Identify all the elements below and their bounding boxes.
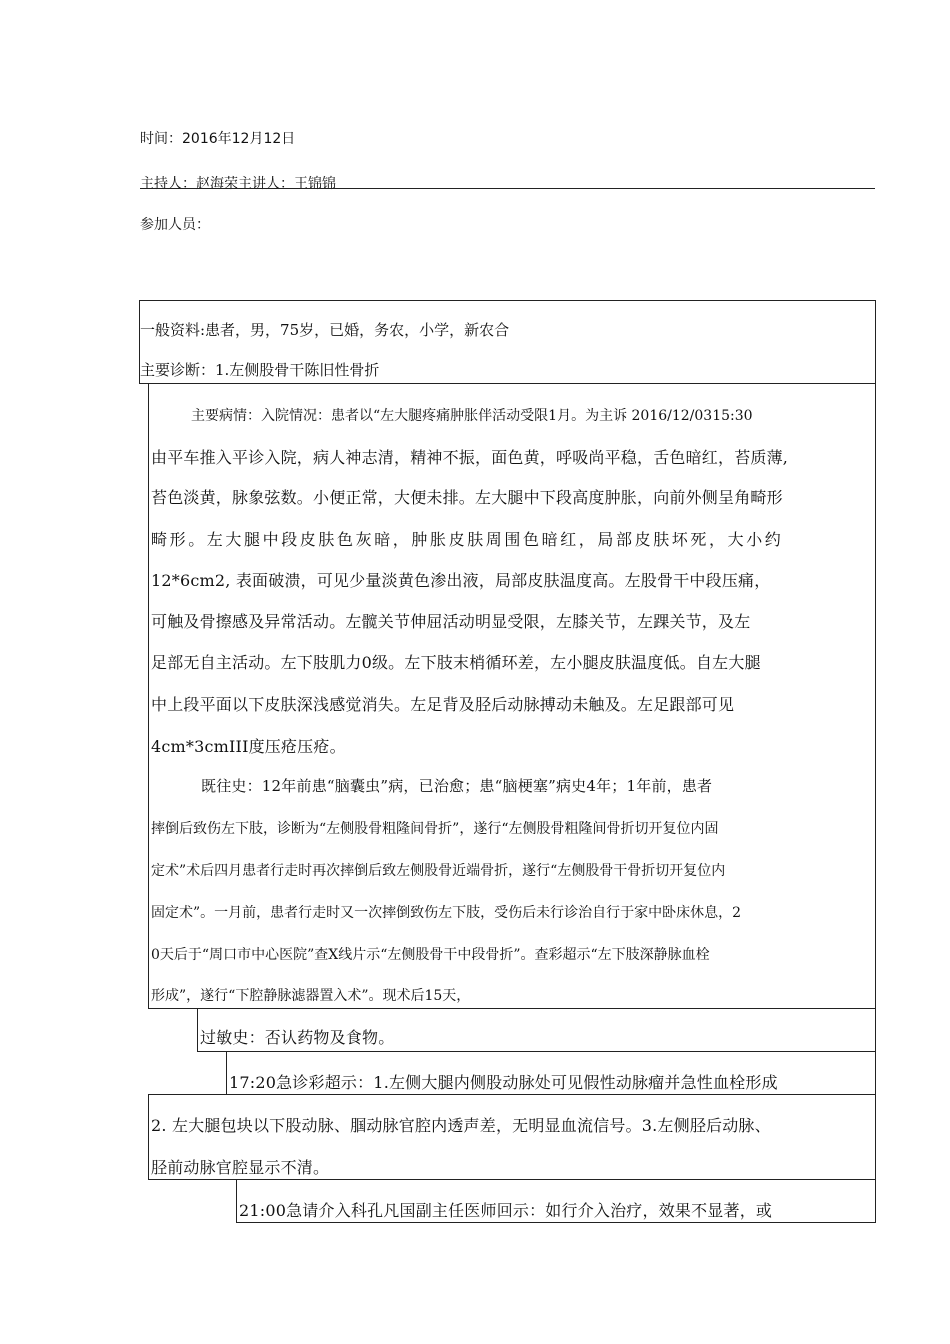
history-line: 12*6cm2, 表面破溃，可见少量淡黄色渗出液，局部皮肤温度高。左股骨干中段压痛， (151, 571, 771, 590)
history-line: 畸形。左大腿中段皮肤色灰暗，肿胀皮肤周围色暗红，局部皮肤坏死，大小约 (151, 530, 784, 549)
history-line: 苔色淡黄，脉象弦数。小便正常，大便未排。左大腿中下段高度肿胀，向前外侧呈角畸形 (151, 488, 783, 507)
past-history-line: 形成”，遂行“下腔静脉滤器置入术”。现术后15天， (151, 988, 471, 1004)
ultrasound-continuation-box (148, 1094, 876, 1180)
history-line: 足部无自主活动。左下肢肌力0级。左下肢末梢循环差，左小腿皮肤温度低。自左大腿 (151, 653, 761, 672)
host-speaker: 主持人：赵海荣主讲人：王锦锦 (140, 176, 336, 192)
general-info: 一般资料:患者，男，75岁，已婚，务农，小学，新农合 (140, 321, 510, 339)
general-info-box (139, 300, 876, 384)
past-history-line: 固定术”。一月前，患者行走时又一次摔倒致伤左下肢，受伤后未行诊治自行于家中卧床休息，2 (151, 905, 742, 921)
history-line: 4cm*3cmIII度压疮压疮。 (151, 737, 346, 756)
meeting-time: 时间：2016年12月12日 (140, 131, 296, 147)
allergy-box (197, 1008, 876, 1052)
participants-label: 参加人员： (140, 217, 210, 233)
history-line: 中上段平面以下皮肤深浅感觉消失。左足背及胫后动脉搏动未触及。左足跟部可见 (151, 695, 735, 714)
header-divider (140, 188, 875, 189)
past-history-line: 0天后于“周口市中心医院”查X线片示“左侧股骨干中段骨折”。查彩超示“左下肢深静脉血栓 (151, 947, 710, 963)
history-line: 可触及骨擦感及异常活动。左髋关节伸屈活动明显受限，左膝关节，左踝关节，及左 (151, 612, 751, 631)
past-history-line: 定术”术后四月患者行走时再次摔倒后致左侧股骨近端骨折，遂行“左侧股骨干骨折切开复位内 (151, 863, 726, 879)
ultrasound-line: 2. 左大腿包块以下股动脉、腘动脉官腔内透声差，无明显血流信号。3.左侧胫后动脉、 (151, 1116, 771, 1135)
consult-box (236, 1179, 876, 1223)
past-history-line: 摔倒后致伤左下肢，诊断为“左侧股骨粗隆间骨折”，遂行“左侧股骨粗隆间骨折切开复位内固 (151, 821, 719, 837)
allergy-history: 过敏史：否认药物及食物。 (200, 1028, 395, 1047)
ultrasound-box (226, 1051, 876, 1095)
past-history-line: 既往史：12年前患“脑囊虫”病，已治愈；患“脑梗塞”病史4年；1年前，患者 (201, 777, 713, 795)
history-line: 由平车推入平诊入院，病人神志清，精神不振，面色黄，呼吸尚平稳，舌色暗红，苔质薄, (151, 448, 789, 467)
consult-line: 21:00急请介入科孔凡国副主任医师回示：如行介入治疗，效果不显著，或 (239, 1201, 773, 1220)
ultrasound-line: 17:20急诊彩超示：1.左侧大腿内侧股动脉处可见假性动脉瘤并急性血栓形成 (229, 1073, 778, 1092)
history-box (148, 383, 876, 1009)
main-diagnosis: 主要诊断：1.左侧股骨干陈旧性骨折 (140, 361, 380, 379)
ultrasound-line: 胫前动脉官腔显示不清。 (151, 1158, 330, 1177)
history-line: 主要病情：入院情况：患者以“左大腿疼痛肿胀伴活动受限1月。为主诉 2016/12/0315:30 (191, 408, 753, 424)
